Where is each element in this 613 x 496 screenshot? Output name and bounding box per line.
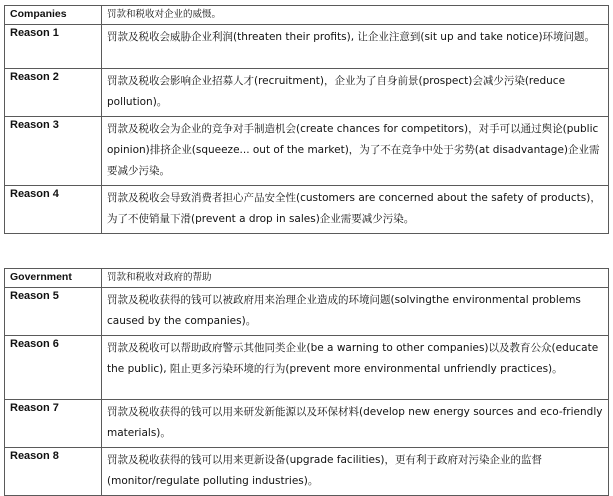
reason-text: 罚款及税收获得的钱可以用来更新设备(upgrade facilities)，更有利于政府对污染企业的监督(monitor/regulate polluting industries)。 [102, 448, 609, 496]
reason-label: Reason 8 [5, 448, 102, 496]
reason-text: 罚款及税收会为企业的竞争对手制造机会(create chances for competitors)，对手可以通过舆论(public opinion)排挤企业(squeeze... out of the market)，为了不在竞争中处于劣势(at disadvantage)企业需要减少污染。 [102, 117, 609, 186]
reason-label: Reason 2 [5, 69, 102, 117]
reason-text: 罚款及税收会威胁企业利润(threaten their profits), 让企业注意到(sit up and take notice)环境问题。 [102, 25, 609, 69]
reason-row-5 [5, 288, 609, 336]
reason-row-4 [5, 186, 609, 234]
reason-label: Reason 6 [5, 336, 102, 400]
reason-text: 罚款及税收会影响企业招募人才(recruitment)，企业为了自身前景(prospect)会减少污染(reduce pollution)。 [102, 69, 609, 117]
companies-header-text: 罚款和税收对企业的威慑。 [102, 6, 609, 25]
companies-header-label: Companies [5, 6, 102, 25]
reason-label: Reason 3 [5, 117, 102, 186]
reason-label: Reason 4 [5, 186, 102, 234]
government-header-text: 罚款和税收对政府的帮助 [102, 269, 609, 288]
reason-text: 罚款及税收获得的钱可以被政府用来治理企业造成的环境问题(solvingthe environmental problems caused by the companies)。 [102, 288, 609, 336]
reason-text: 罚款及税收会导致消费者担心产品安全性(customers are concerned about the safety of products)，为了不使销量下滑(prevent a drop in sales)企业需要减少污染。 [102, 186, 609, 234]
reason-row-2 [5, 69, 609, 117]
reason-label: Reason 1 [5, 25, 102, 69]
reason-label: Reason 7 [5, 400, 102, 448]
reason-row-8 [5, 448, 609, 496]
reason-row-7 [5, 400, 609, 448]
reason-row-1 [5, 25, 609, 69]
companies-header-row [5, 6, 609, 25]
government-header-label: Government [5, 269, 102, 288]
companies-table [4, 5, 609, 234]
reason-row-3 [5, 117, 609, 186]
reason-text: 罚款及税收可以帮助政府警示其他同类企业(be a warning to other companies)以及教育公众(educate the public), 阻止更多污染环境的行为(prevent more environmental unfriendly practices)。 [102, 336, 609, 400]
reason-row-6 [5, 336, 609, 400]
reason-label: Reason 5 [5, 288, 102, 336]
reason-text: 罚款及税收获得的钱可以用来研发新能源以及环保材料(develop new energy sources and eco-friendly materials)。 [102, 400, 609, 448]
government-header-row [5, 269, 609, 288]
government-table [4, 268, 609, 496]
